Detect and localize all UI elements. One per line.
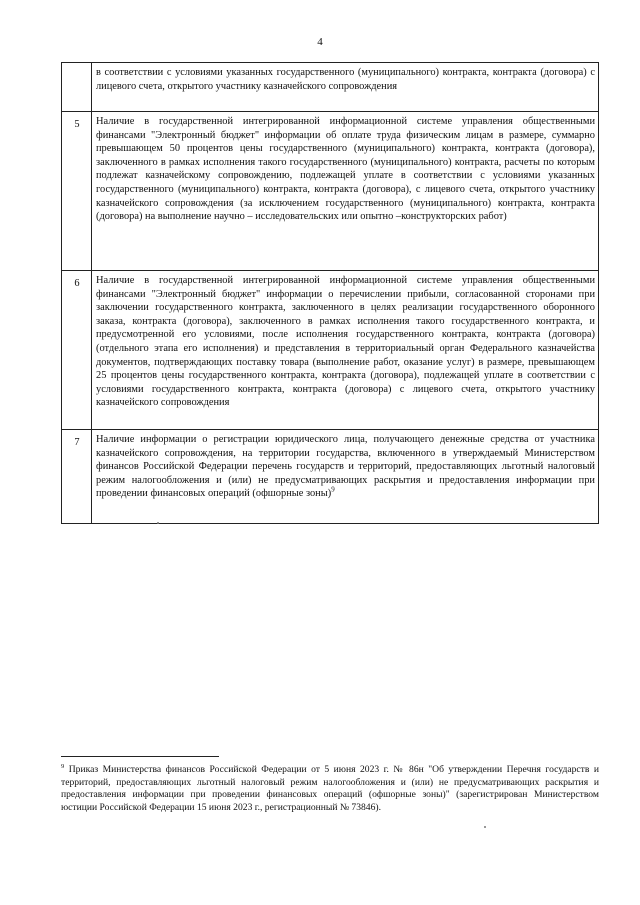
row-number	[62, 63, 92, 112]
row-number: 5	[62, 112, 92, 271]
table-row	[62, 112, 599, 271]
row-text: Наличие в государственной интегрированной информационной системе управления общественными финансами "Электронный бюджет" информации об оплате труда физическим лицам в размере, суммарно превышающем 50 процентов цены государственного (муниципального) контракта, контракта (договора), заключенного в рамках исполнения такого государственного (муниципального) контракта, расчеты по которым подлежат казначейскому сопровождению, подлежащей уплате в соответствии с условиями указанных государственного (муниципального) контракта, контракта (договора), с лицевого счета, открытого участнику казначейского сопровождения (за исключением государственного (муниципального) контракта, контракта (договора) на выполнение научно – исследовательских или опытно –конструкторских работ)	[92, 112, 599, 271]
table-row	[62, 63, 599, 112]
page-number: 4	[317, 36, 323, 48]
criteria-table	[61, 62, 599, 524]
footnote-text: Приказ Министерства финансов Российской Федерации от 5 июня 2023 г. № 86н "Об утверждении Перечня государств и территорий, предоставляющих льготный налоговый режим налогообложения и (или) не предусматривающих раскрытия и предоставления информации при проведении финансовых операций (офшорные зоны)" (зарегистрирован Министерством юстиции Российской Федерации 15 июня 2023 г., регистрационный № 73846).	[61, 764, 599, 813]
row-text: в соответствии с условиями указанных государственного (муниципального) контракта, контракта (договора) с лицевого счета, открытого участнику казначейского сопровождения	[92, 63, 599, 112]
table-row	[62, 430, 599, 524]
row-number: 6	[62, 271, 92, 430]
footnote-reference[interactable]: 9	[331, 485, 335, 494]
row-number: 7	[62, 430, 92, 524]
footnote	[61, 764, 599, 814]
scan-speck	[157, 522, 159, 524]
row-text: Наличие информации о регистрации юридического лица, получающего денежные средства от участника казначейского сопровождения, на территории государства, включенного в утверждаемый Министерством финансов Российской Федерации перечень государств и территорий, предоставляющих льготный налоговый режим налогообложения и (или) не предусматривающих раскрытия и предоставления информации при проведении финансовых операций (офшорные зоны)	[96, 434, 595, 500]
scan-speck	[484, 826, 486, 828]
row-text: Наличие в государственной интегрированной информационной системе управления общественными финансами "Электронный бюджет" информации о перечислении прибыли, согласованной сторонами при заключении государственного контракта, заключенного в целях реализации государственного оборонного заказа, контракта (договора), заключенного в рамках исполнения такого государственного контракта, и предусмотренной его условиями, после исполнения государственного контракта, контракта (договора) (отдельного этапа его исполнения) и представления в территориальный орган Федерального казначейства документов, подтверждающих поставку товара (выполнение работ, оказание услуг) в размере, превышающем 25 процентов цены государственного контракта, контракта (договора), подлежащей уплате в соответствии с условиями государственного контракта, контракта (договора) с лицевого счета, открытого участнику казначейского сопровождения	[92, 271, 599, 430]
footnote-marker: 9	[61, 762, 65, 770]
footnote-divider	[61, 756, 219, 757]
table-row	[62, 271, 599, 430]
row-text-cell	[92, 430, 599, 524]
